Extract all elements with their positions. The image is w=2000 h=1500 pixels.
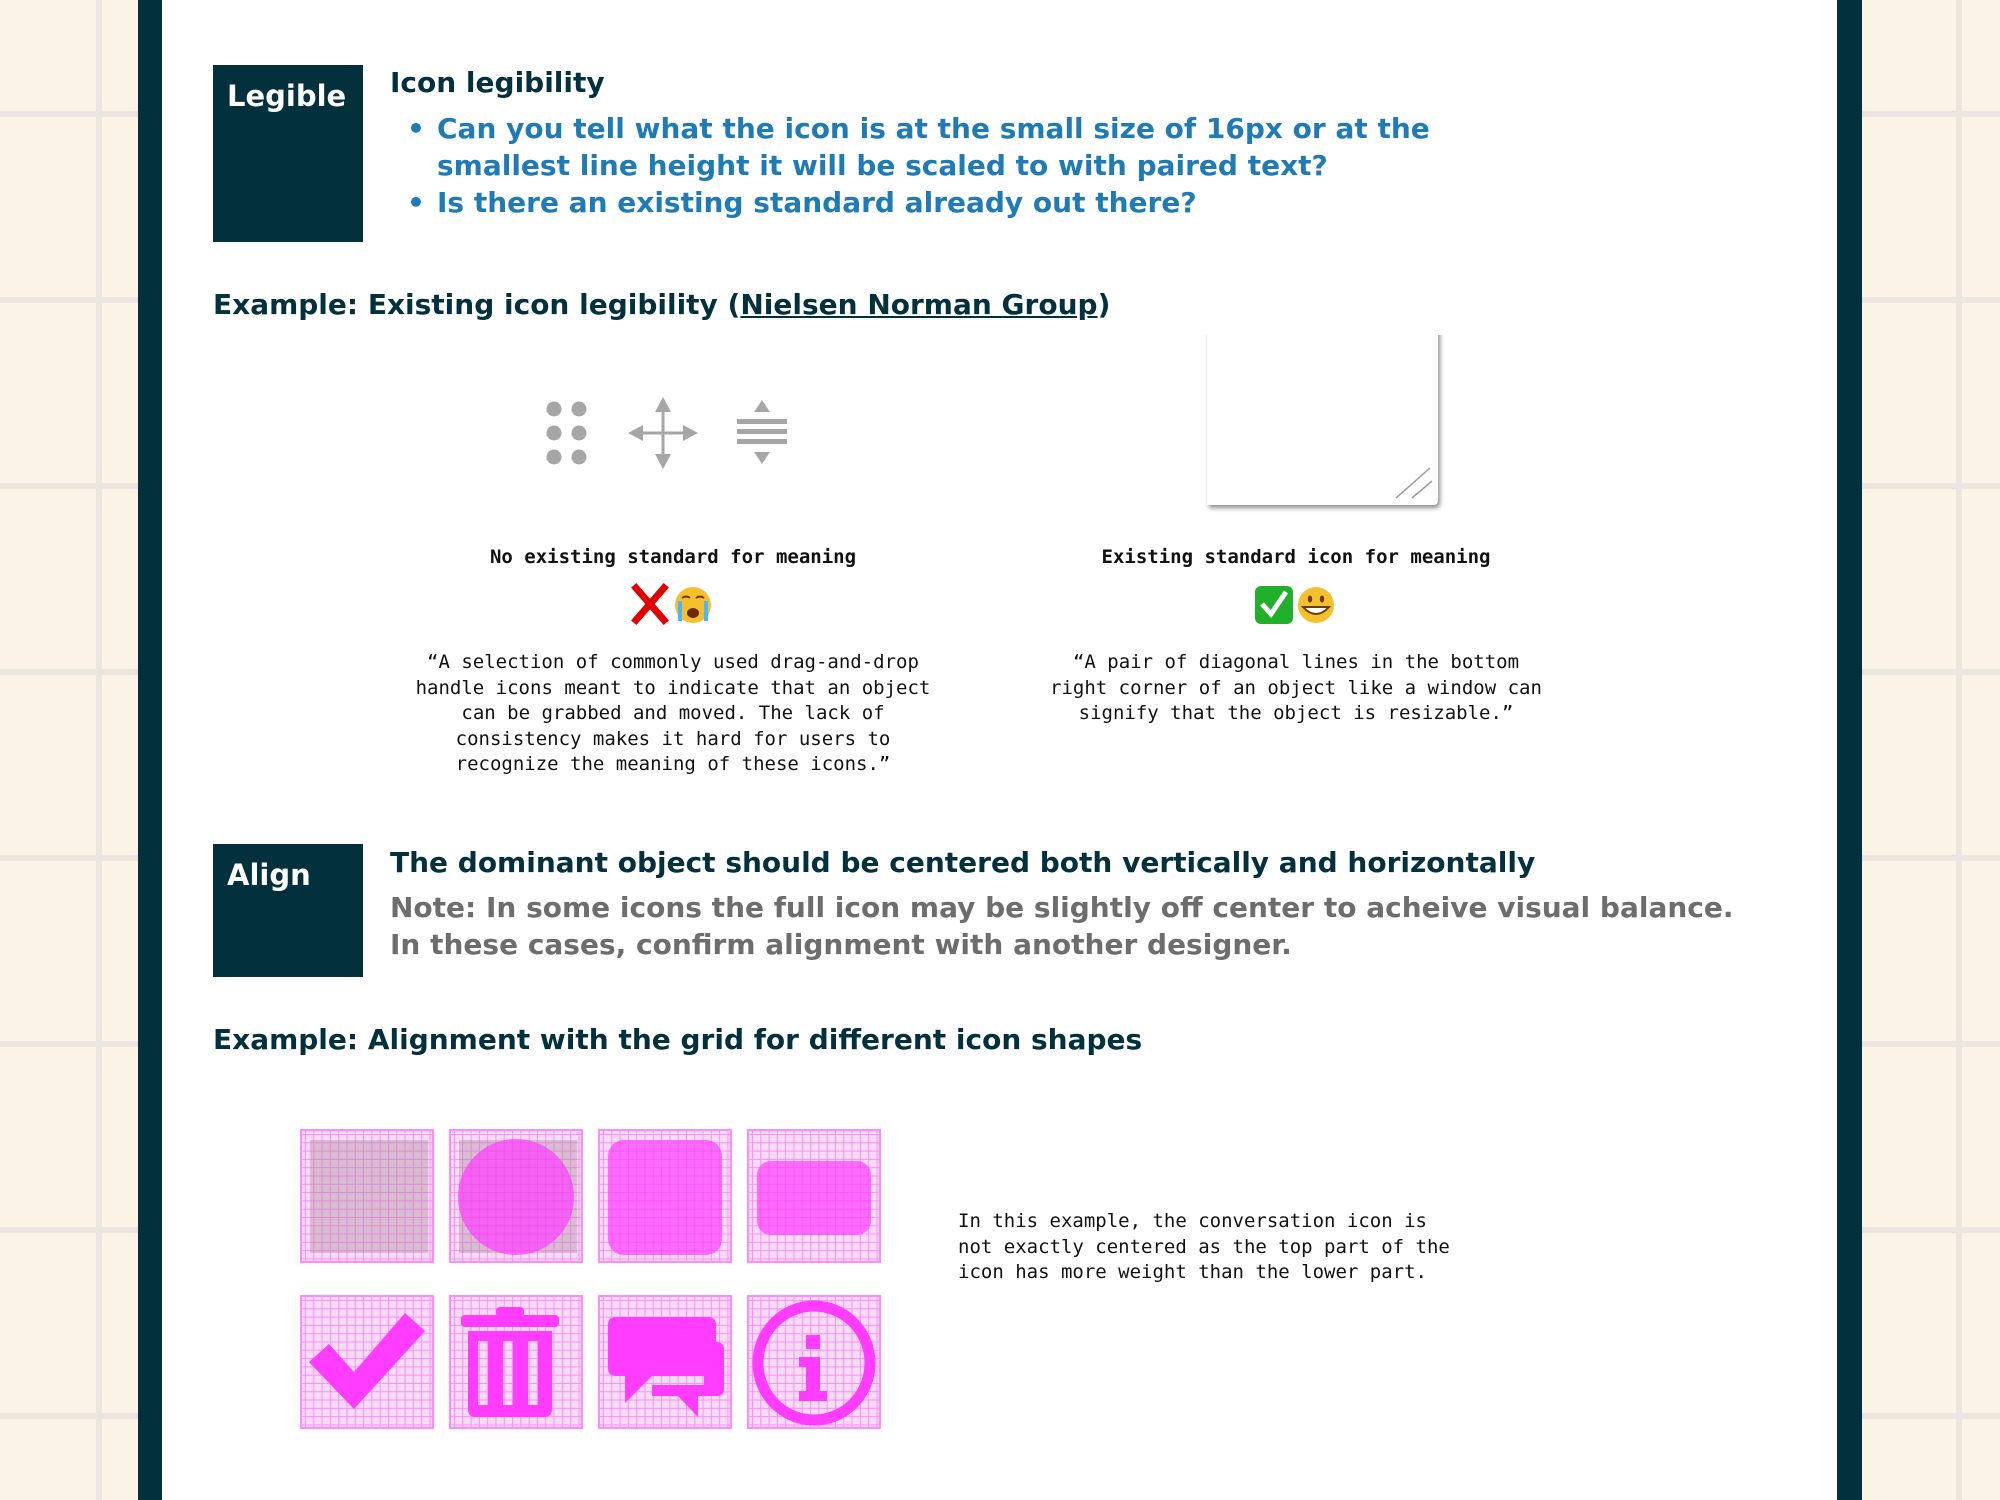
- square-shape-icon: [302, 1131, 432, 1261]
- cross-mark-icon: [636, 588, 664, 620]
- info-icon: [749, 1297, 879, 1427]
- no-standard-label: No existing standard for meaning: [489, 546, 857, 568]
- circle-shape-icon: [451, 1131, 581, 1261]
- emoji-check-smile: [1253, 583, 1339, 627]
- resizable-window-illustration: [1200, 335, 1450, 520]
- example2-heading: Example: Alignment with the grid for different icon shapes: [213, 1023, 1143, 1056]
- grid-tile-info: [747, 1295, 881, 1429]
- grinning-face-icon: [1298, 587, 1334, 623]
- bullet-item: • Is there an existing standard already out there?: [407, 186, 1197, 219]
- nielsen-norman-link[interactable]: Nielsen Norman Group: [740, 288, 1098, 321]
- example1-heading: Example: Existing icon legibility (Nielsen Norman Group): [213, 288, 1111, 321]
- right-border-stripe: [1837, 0, 1862, 1500]
- grid-tile-square: [300, 1129, 434, 1263]
- crying-face-icon: [675, 587, 711, 623]
- alignment-caption: In this example, the conversation icon is not exactly centered as the top part of the icon has more weight than the lower part.: [958, 1210, 1450, 1283]
- legible-title: Icon legibility: [390, 66, 605, 99]
- dots-grip-icon: [547, 402, 587, 465]
- emoji-cross-crying: [630, 583, 716, 627]
- drag-handle-icons: [540, 395, 800, 471]
- grid-tile-wide-rectangle: [747, 1129, 881, 1263]
- align-tag: Align: [213, 844, 363, 977]
- rounded-square-shape-icon: [600, 1131, 730, 1261]
- bullet-item: • Can you tell what the icon is at the small size of 16px or at the smallest line height it will be scaled to with paired text?: [407, 112, 1430, 182]
- grid-tile-checkmark: [300, 1295, 434, 1429]
- grid-tile-trash: [449, 1295, 583, 1429]
- no-standard-quote: “A selection of commonly used drag-and-drop handle icons meant to indicate that an object can be grabbed and moved. The lack of consistency makes it hard for users to recognize the meaning of these icons.”: [415, 651, 931, 775]
- wide-rectangle-shape-icon: [749, 1131, 879, 1261]
- legible-tag: Legible: [213, 65, 363, 242]
- reorder-lines-icon: [737, 400, 787, 464]
- align-note: Note: In some icons the full icon may be slightly off center to acheive visual balance. In these cases, confirm alignment with another designer.: [390, 891, 1734, 961]
- left-border-stripe: [138, 0, 163, 1500]
- checkmark-icon: [302, 1297, 432, 1427]
- grid-tile-rounded-square: [598, 1129, 732, 1263]
- trash-icon: [451, 1297, 581, 1427]
- legible-bullets: [407, 110, 1537, 221]
- check-mark-button-icon: [1255, 586, 1293, 624]
- move-arrows-icon: [628, 397, 698, 469]
- standard-quote: “A pair of diagonal lines in the bottom right corner of an object like a window can signify that the object is resizable.”: [1050, 651, 1542, 724]
- standard-label: Existing standard icon for meaning: [1101, 546, 1491, 568]
- grid-tile-circle: [449, 1129, 583, 1263]
- align-title: The dominant object should be centered both vertically and horizontally: [390, 846, 1536, 879]
- grid-tile-conversation: [598, 1295, 732, 1429]
- conversation-icon: [600, 1297, 730, 1427]
